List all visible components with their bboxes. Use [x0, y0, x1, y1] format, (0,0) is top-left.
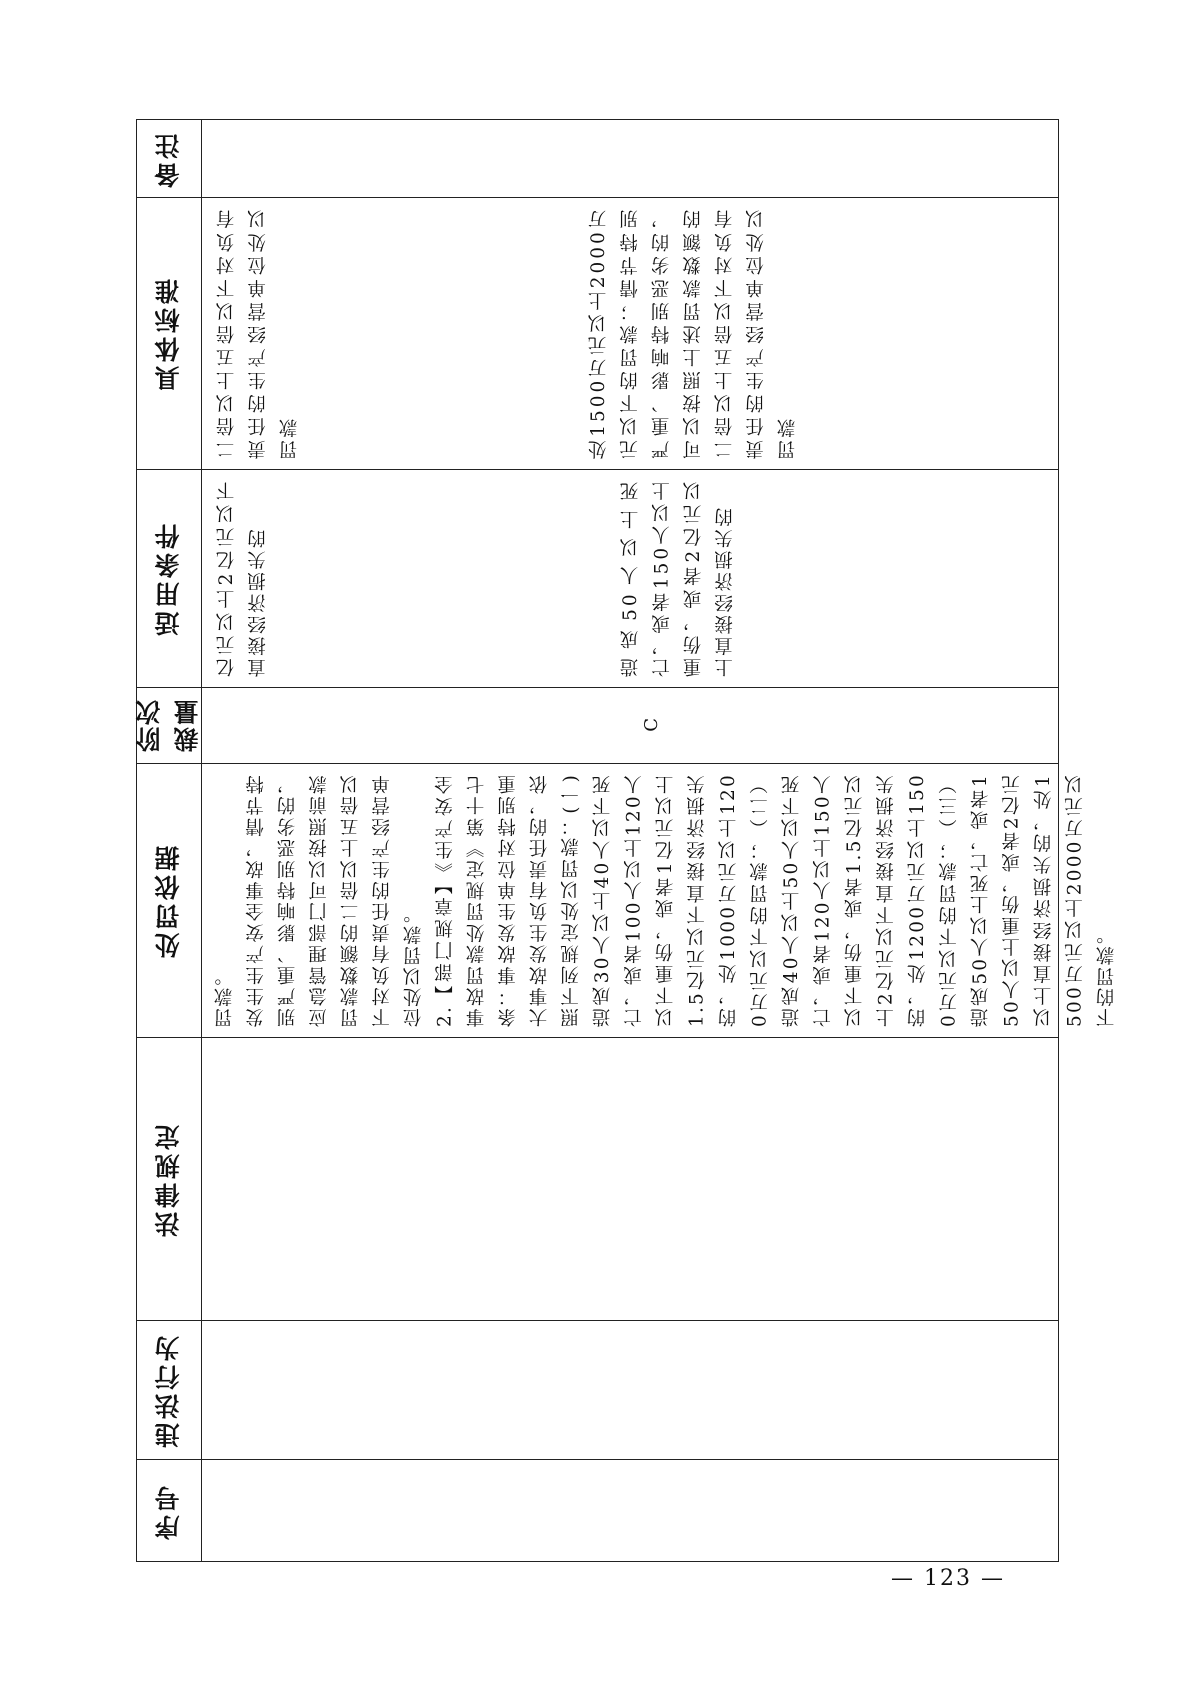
standard-text-row2: 处1500万元以上2000万元以下的罚款；情节特别严重、影响特别恶劣的，可以按照上述罚款数额的二倍以上五倍以下对负有责任的生产经营单位处以罚款 — [588, 207, 798, 459]
header-divider — [201, 120, 202, 1561]
header-conditions: 适用条件 — [154, 520, 183, 636]
header-standard: 具体标准 — [154, 275, 183, 391]
condition-text-row1: 亿元以上2亿元以下直接经济损失的 — [216, 479, 269, 677]
divider-violation — [137, 1459, 1058, 1460]
header-violation: 违法行为 — [154, 1331, 183, 1448]
header-seq: 序号 — [154, 1482, 183, 1540]
condition-text-row2: 造成50人以上死亡，或者150人以上重伤，或者2亿元以上直接经济损失的 — [620, 479, 736, 677]
basis-text: 罚款。 发生生产安全事故，情节特别严重、影响特别恶劣的，应急管理部门可以按照前款罚款数额的二倍以上五倍以下对负有责任的生产经营单位处以罚款。 2.【部门规章】《生产安全事故罚款处罚规定》第十七条：事故发生单位对特别重大事故发生负有责任的，依照下列规定处以罚款：(一)造成30人以上40人以下死亡，或者100人以上120人以下重伤，或者1亿元以上1.5亿元以下直接经济损失的，处1000万元以上1200万元以下的罚款；（二）造成40人以上50人以下死亡，或者120人以上150人以下重伤，或者1.5亿元以上2亿元以下直接经济损失的，处1200万元以上1500万元以下的罚款；（三）造成50人以上死亡，或者150人以上重伤，或者2亿元以上直接经济损失的，处1500万元以上2000万元以下的罚款。 — [214, 773, 1117, 1027]
divider-law — [137, 1320, 1058, 1321]
divider-conditions — [137, 687, 1058, 688]
header-grade: 裁量 阶次 — [135, 698, 202, 752]
divider-standard — [137, 469, 1058, 470]
header-remarks: 备注 — [154, 129, 183, 188]
grade-cell: C — [640, 718, 662, 732]
header-basis: 处罚依据 — [154, 842, 183, 958]
divider-basis — [137, 1037, 1058, 1038]
standard-text-row1: 二倍以上五倍以下对负有责任的生产经营单位处以罚款 — [216, 207, 300, 459]
page-number: — 123 — — [891, 1566, 1005, 1591]
header-law: 法律规定 — [154, 1120, 183, 1237]
penalty-table — [135, 119, 1117, 1562]
divider-grade — [137, 763, 1058, 764]
divider-remarks — [137, 197, 1058, 198]
